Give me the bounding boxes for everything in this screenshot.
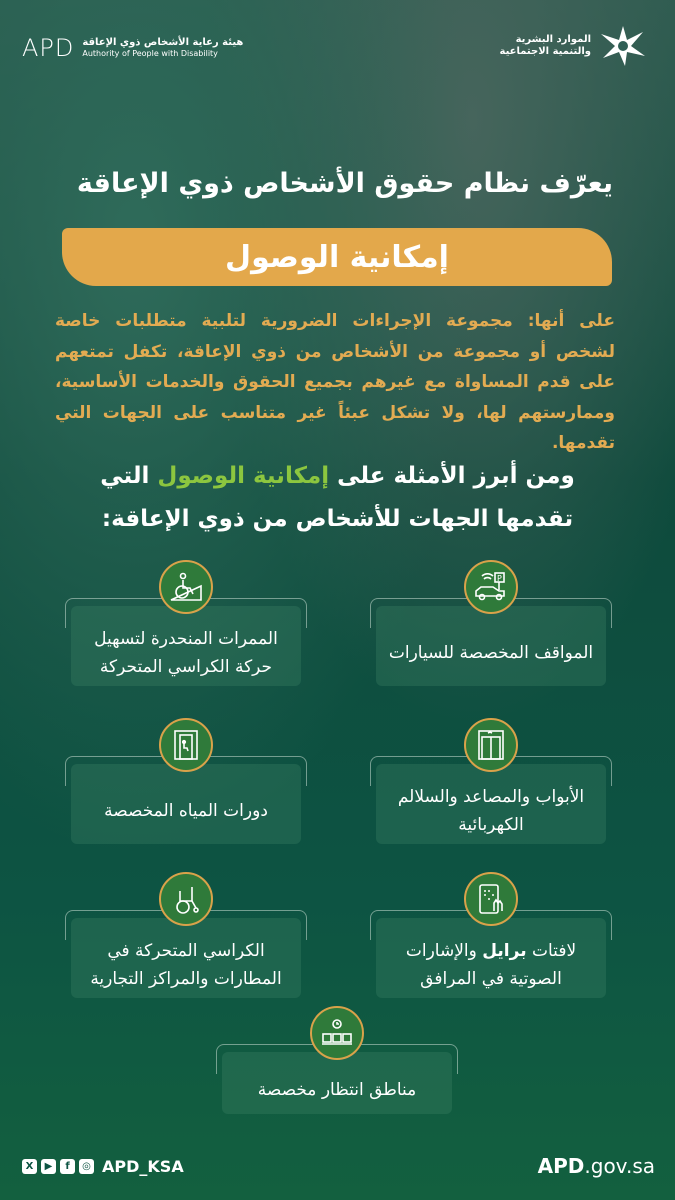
card-label: مناطق انتظار مخصصة [222,1052,452,1114]
card-label: الممرات المنحدرة لتسهيل حركة الكراسي المتحركة [71,606,301,686]
parking-car-icon [464,560,518,614]
page-title: يعرّف نظام حقوق الأشخاص ذوي الإعاقة [76,168,613,199]
example-card-elevators [370,748,612,844]
hr-name-line2: والتنمية الاجتماعية [499,46,591,57]
apd-logo-mark: APD [22,34,75,62]
braille-sign-icon [464,872,518,926]
topic-banner: إمكانية الوصول [62,228,612,286]
card-label: الأبواب والمصاعد والسلالم الكهربائية [376,764,606,844]
social-links [22,1157,184,1176]
youtube-icon[interactable]: ▶ [41,1159,56,1174]
hr-name-line1: الموارد البشرية [515,34,591,45]
apd-name-ar: هيئة رعاية الأشخاص ذوي الإعاقة [82,37,244,48]
hr-ministry-logo [500,24,648,68]
wheelchair-ramp-icon [159,560,213,614]
social-handle[interactable]: APD_KSA [102,1157,184,1176]
x-icon[interactable]: X [22,1159,37,1174]
instagram-icon[interactable]: ◎ [79,1159,94,1174]
definition-text: على أنها: مجموعة الإجراءات الضرورية لتلبية متطلبات خاصة لشخص أو مجموعة من الأشخاص من ذوي الإعاقة، تكفل تمتعهم على قدم المساواة مع غيرهم بجميع الحقوق والخدمات الأساسية، وممارستهم لها، ولا تشكل عبئاً غير متناسب على الجهات التي تقدمها. [55,311,615,453]
waiting-area-icon [310,1006,364,1060]
card-label: الكراسي المتحركة في المطارات والمراكز التجارية [71,918,301,998]
restroom-icon [159,718,213,772]
highlight-text: إمكانية الوصول [157,463,330,489]
elevator-icon [464,718,518,772]
card-label: المواقف المخصصة للسيارات [376,606,606,686]
apd-name-en: Authority of People with Disability [82,49,218,58]
facebook-icon[interactable]: f [60,1159,75,1174]
example-card-wheelchairs [65,902,307,998]
wheelchair-icon [159,872,213,926]
examples-heading: ومن أبرز الأمثلة على إمكانية الوصول التي تقدمها الجهات للأشخاص من ذوي الإعاقة: [100,463,575,532]
example-card-braille [370,902,612,998]
example-card-waiting-areas [216,1036,458,1114]
card-label: دورات المياه المخصصة [71,764,301,844]
website-link[interactable]: APD.gov.sa [537,1154,655,1178]
card-label: لافتات برايل والإشارات الصوتية في المرافق [376,918,606,998]
example-card-restrooms [65,748,307,844]
apd-logo [22,34,243,62]
svg-text:P: P [497,574,502,583]
ministry-star-icon [599,24,647,68]
example-card-ramps [65,590,307,686]
example-card-parking [370,574,612,686]
